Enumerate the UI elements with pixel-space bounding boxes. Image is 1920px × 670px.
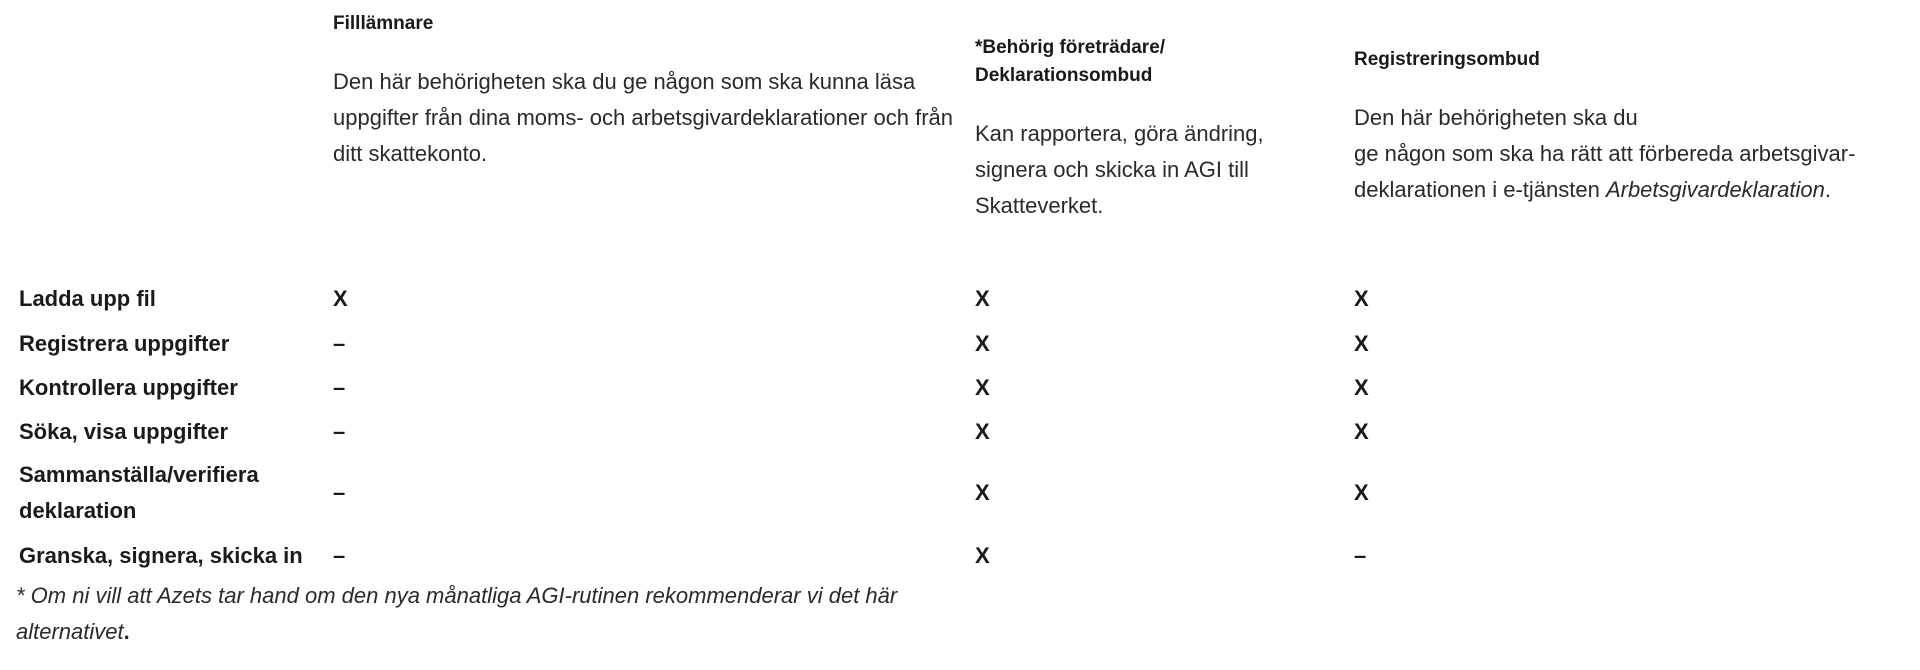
- column-title-line: Deklarationsombud: [975, 65, 1153, 86]
- column-title: Registreringsombud: [1354, 49, 1540, 70]
- column-description: Kan rapportera, göra ändring, signera och skicka in AGI till Skatteverket.: [975, 121, 1264, 218]
- cell-registreringsombud: –: [1354, 543, 1367, 568]
- eservice-name: Arbetsgivardeklaration: [1605, 177, 1825, 202]
- cell-registreringsombud: X: [1354, 286, 1369, 311]
- footnote-line: * Om ni vill att Azets tar hand om den nya månatliga AGI-rutinen rekommenderar vi det här: [16, 583, 898, 608]
- row-label: Ladda upp fil: [19, 286, 156, 311]
- row-label: [19, 457, 329, 529]
- cell-filllamnare: X: [333, 286, 348, 311]
- row-label: Kontrollera uppgifter: [19, 375, 238, 400]
- row-label: Granska, signera, skicka in: [19, 543, 303, 568]
- description-line: Den här behörigheten ska du: [1354, 105, 1638, 130]
- cell-behorig-foretradare: X: [975, 543, 990, 568]
- cell-registreringsombud: X: [1354, 331, 1369, 356]
- cell-behorig-foretradare: X: [975, 480, 990, 505]
- column-title: Filllämnare: [333, 13, 434, 34]
- footnote-end: .: [123, 619, 130, 644]
- row-label: Registrera uppgifter: [19, 331, 230, 356]
- description-line-end: .: [1824, 177, 1831, 202]
- cell-filllamnare: –: [333, 419, 346, 444]
- cell-registreringsombud: X: [1354, 419, 1369, 444]
- column-title: [975, 34, 1305, 90]
- footnote-line: alternativet: [16, 619, 124, 644]
- cell-filllamnare: –: [333, 480, 346, 505]
- cell-behorig-foretradare: X: [975, 286, 990, 311]
- row-label-line: Sammanställa/verifiera: [19, 462, 259, 487]
- cell-filllamnare: –: [333, 543, 346, 568]
- row-label: Söka, visa uppgifter: [19, 419, 229, 444]
- column-description: [1354, 100, 1914, 208]
- cell-registreringsombud: X: [1354, 375, 1369, 400]
- column-header-registreringsombud: [1354, 46, 1914, 208]
- row-label-line: deklaration: [19, 498, 137, 523]
- cell-behorig-foretradare: X: [975, 419, 990, 444]
- description-line: deklarationen i e-tjänsten: [1354, 177, 1606, 202]
- cell-behorig-foretradare: X: [975, 375, 990, 400]
- cell-registreringsombud: X: [1354, 480, 1369, 505]
- cell-filllamnare: –: [333, 331, 346, 356]
- description-line: ge någon som ska ha rätt att förbereda arbetsgivar-: [1354, 141, 1856, 166]
- column-header-filllamnare: [333, 10, 973, 172]
- cell-behorig-foretradare: X: [975, 331, 990, 356]
- column-title-line: *Behörig företrädare/: [975, 37, 1166, 58]
- column-description: Den här behörigheten ska du ge någon som ska kunna läsa uppgifter från dina moms- och arbetsgivardeklarationer och från ditt skattekonto.: [333, 69, 953, 166]
- cell-filllamnare: –: [333, 375, 346, 400]
- footnote: [16, 578, 1006, 650]
- column-header-behorig-foretradare: [975, 34, 1305, 224]
